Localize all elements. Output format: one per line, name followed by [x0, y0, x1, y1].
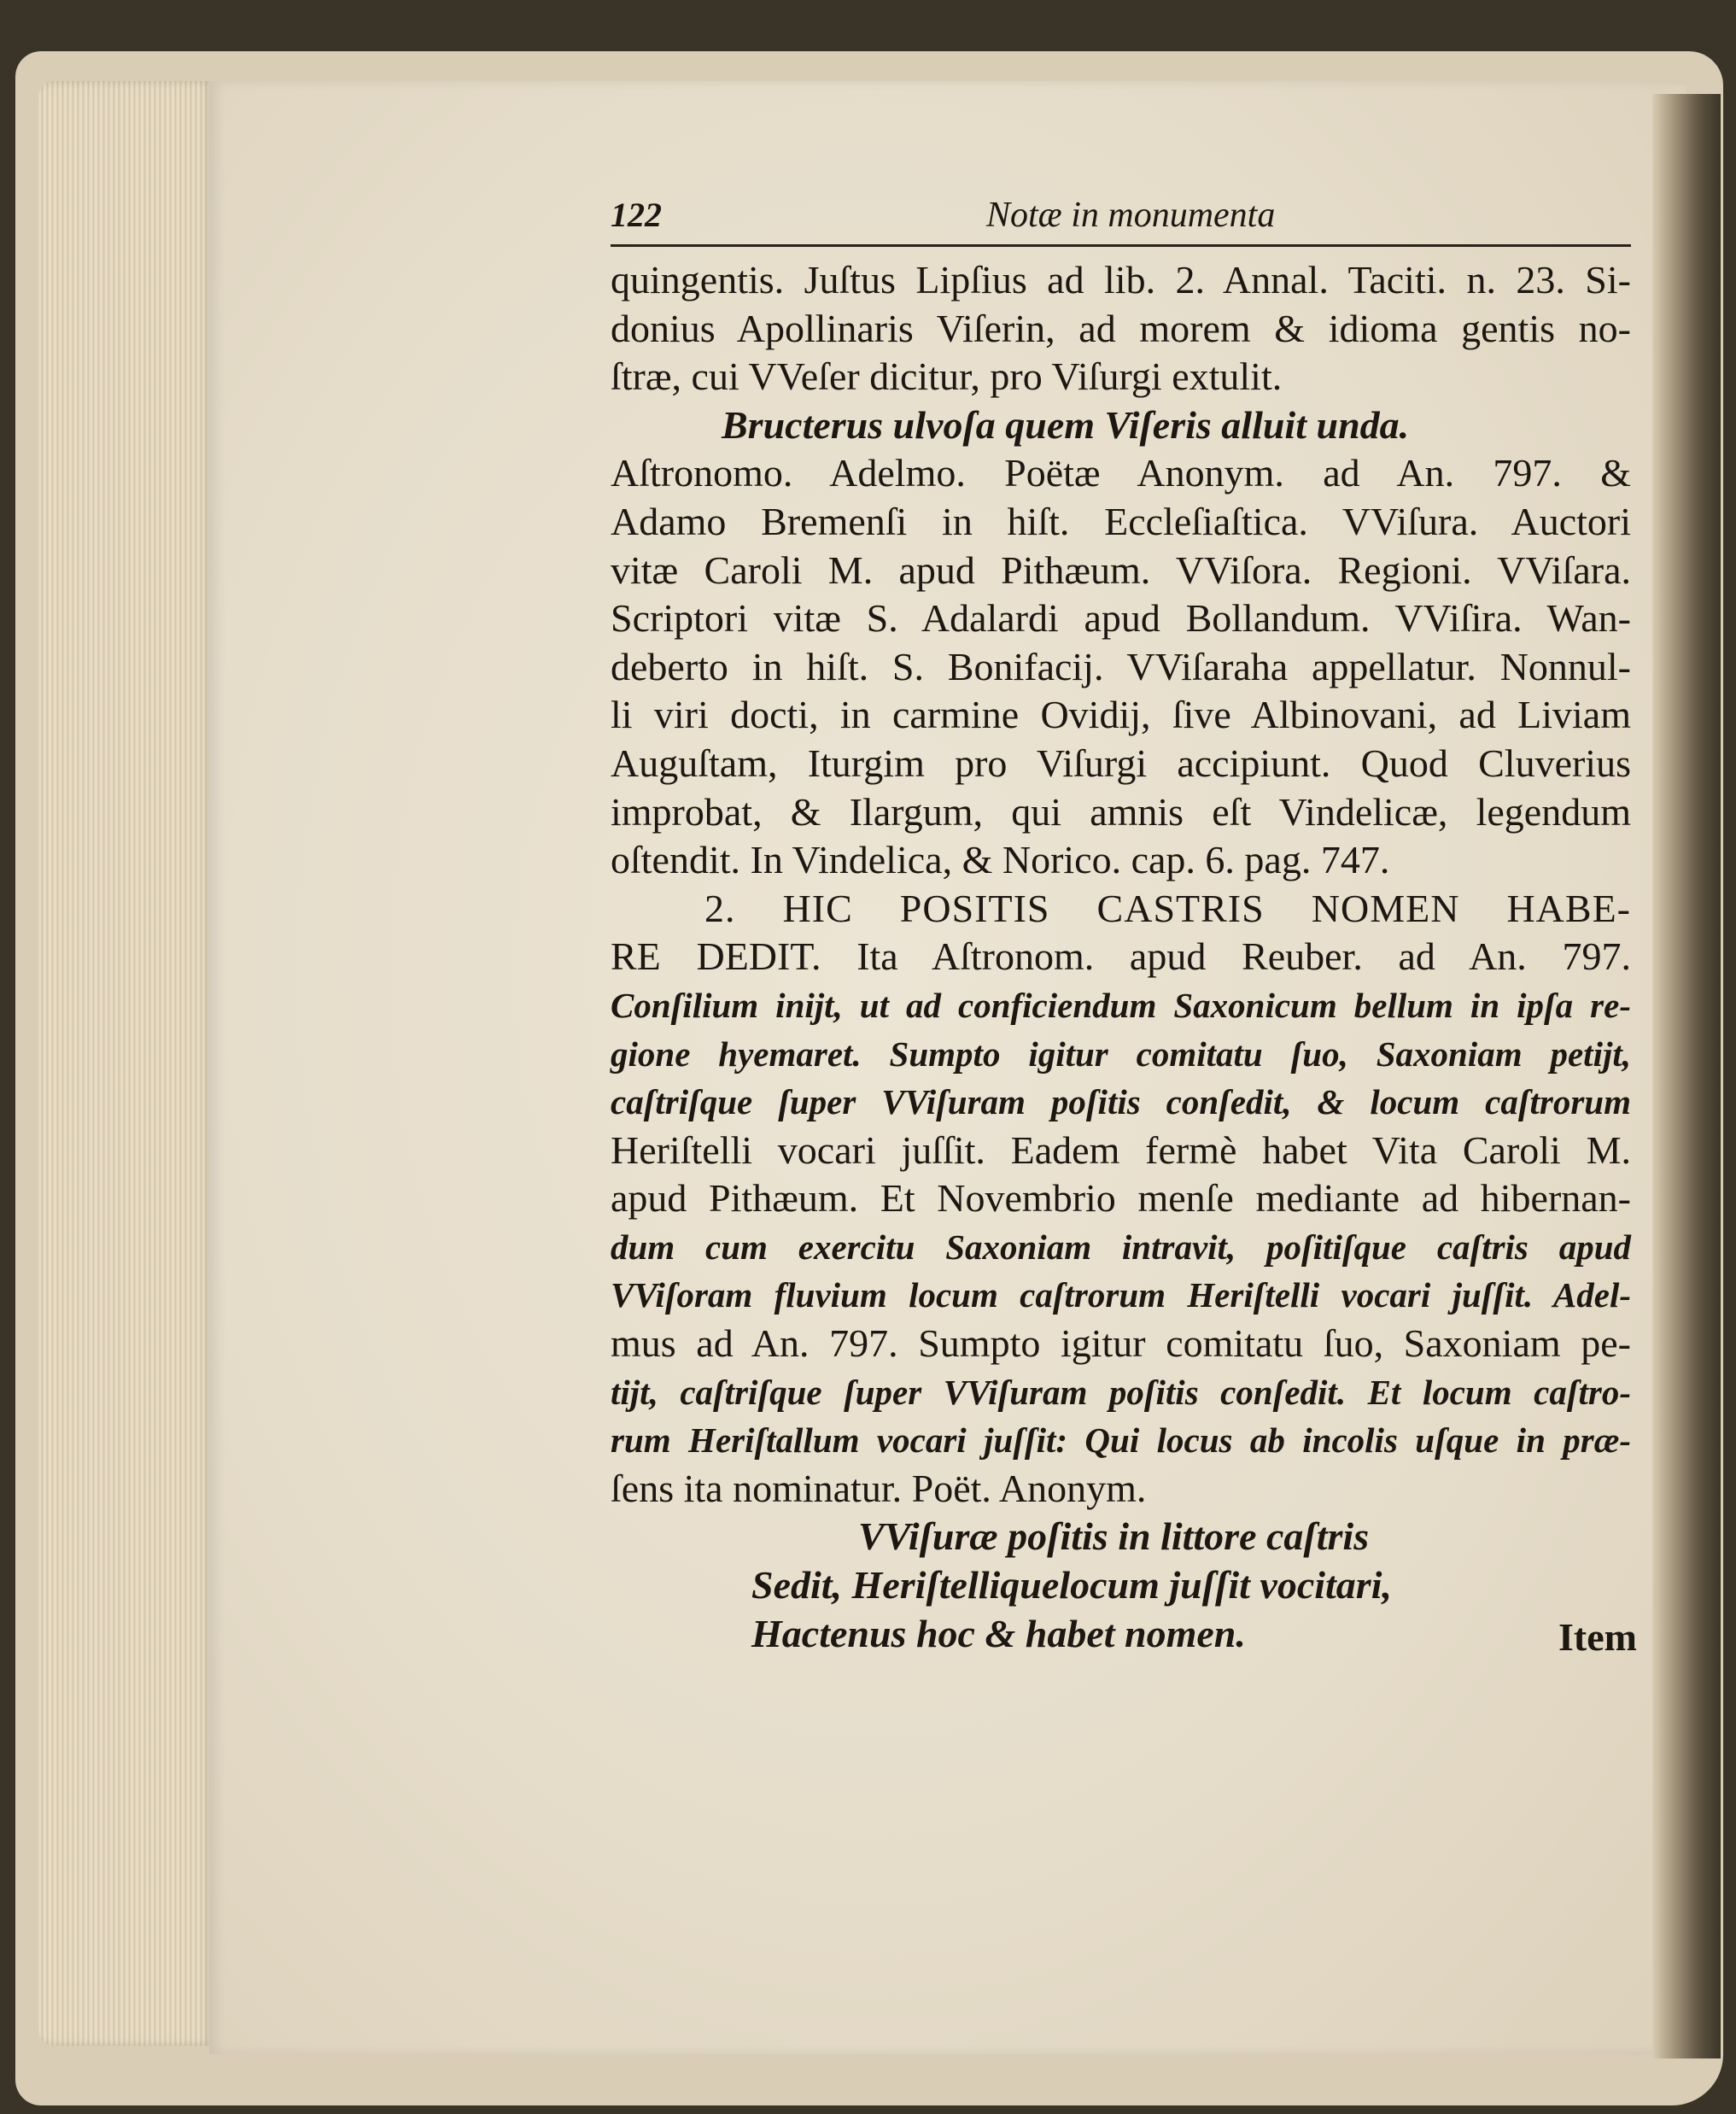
text-line: caſtriſque ſuper VViſuram poſitis conſedit, & locum caſtrorum	[611, 1082, 1631, 1122]
text-line: donius Apollinaris Viſerin, ad morem & idioma gentis no-	[611, 306, 1631, 350]
text-line: oſtendit. In Vindelica, & Norico. cap. 6. pag. 747.	[611, 838, 1390, 882]
running-head: Notæ in monumenta	[986, 196, 1276, 235]
text-line: tijt, caſtriſque ſuper VViſuram poſitis conſedit. Et locum caſtro-	[611, 1372, 1631, 1412]
page-header	[611, 195, 1631, 246]
body-text	[611, 256, 1631, 1658]
text-line: ſtræ, cui VVeſer dicitur, pro Viſurgi extulit.	[611, 354, 1283, 399]
text-line: improbat, & Ilargum, qui amnis eſt Vindelicæ, legendum	[611, 789, 1631, 834]
text-line: Auguſtam, Iturgim pro Viſurgi accipiunt. Quod Cluverius	[611, 741, 1631, 785]
text-line: rum Heriſtallum vocari juſſit: Qui locus ab incolis uſque in præ-	[611, 1420, 1631, 1461]
text-line: VViſoram fluvium locum caſtrorum Heriſtelli vocari juſſit. Adel-	[611, 1275, 1631, 1315]
catchword: Item	[1558, 1615, 1637, 1659]
text-line: dum cum exercitu Saxoniam intravit, poſitiſque caſtris apud	[611, 1227, 1631, 1267]
text-line: Conſilium inijt, ut ad conficiendum Saxonicum bellum in ipſa re-	[611, 985, 1631, 1025]
text-line: RE DEDIT. Ita Aſtronom. apud Reuber. ad An. 797.	[611, 934, 1631, 979]
text-line: deberto in hiſt. S. Bonifacij. VViſaraha appellatur. Nonnul-	[611, 644, 1631, 688]
text-line: mus ad An. 797. Sumpto igitur comitatu ſuo, Saxoniam pe-	[611, 1321, 1631, 1366]
text-line: Heriſtelli vocari juſſit. Eadem fermè habet Vita Caroli M.	[611, 1127, 1631, 1172]
section-heading-line: 2. HIC POSITIS CASTRIS NOMEN HABE-	[704, 886, 1631, 930]
binding-gutter	[1652, 94, 1721, 2058]
text-line: gione hyemaret. Sumpto igitur comitatu ſuo, Saxoniam petijt,	[611, 1034, 1631, 1074]
text-line: li viri docti, in carmine Ovidij, ſive Albinovani, ad Liviam	[611, 693, 1631, 737]
page-number: 122	[611, 196, 662, 234]
verse-line: VViſuræ poſitis in littore caſtris	[858, 1514, 1370, 1559]
header-rule	[611, 244, 1631, 247]
text-line: quingentis. Juſtus Lipſius ad lib. 2. Annal. Taciti. n. 23. Si-	[611, 258, 1631, 302]
verse-line: Bructerus ulvoſa quem Viſeris alluit unda.	[722, 402, 1410, 447]
text-line: ſens ita nominatur. Poët. Anonym.	[611, 1466, 1147, 1510]
text-line: apud Pithæum. Et Novembrio menſe mediante ad hibernan-	[611, 1176, 1631, 1221]
text-line: Aſtronomo. Adelmo. Poëtæ Anonym. ad An. 797. &	[611, 451, 1631, 495]
page-edges	[38, 81, 213, 2046]
verse-line: Hactenus hoc & habet nomen.	[751, 1611, 1246, 1655]
verse-line: Sedit, Heriſtelliquelocum juſſit vocitari,	[751, 1563, 1392, 1607]
text-line: vitæ Caroli M. apud Pithæum. VViſora. Regioni. VViſara.	[611, 548, 1631, 592]
text-line: Adamo Bremenſi in hiſt. Eccleſiaſtica. VViſura. Auctori	[611, 499, 1631, 543]
text-line: Scriptori vitæ S. Adalardi apud Bollandum. VViſira. Wan-	[611, 596, 1631, 641]
